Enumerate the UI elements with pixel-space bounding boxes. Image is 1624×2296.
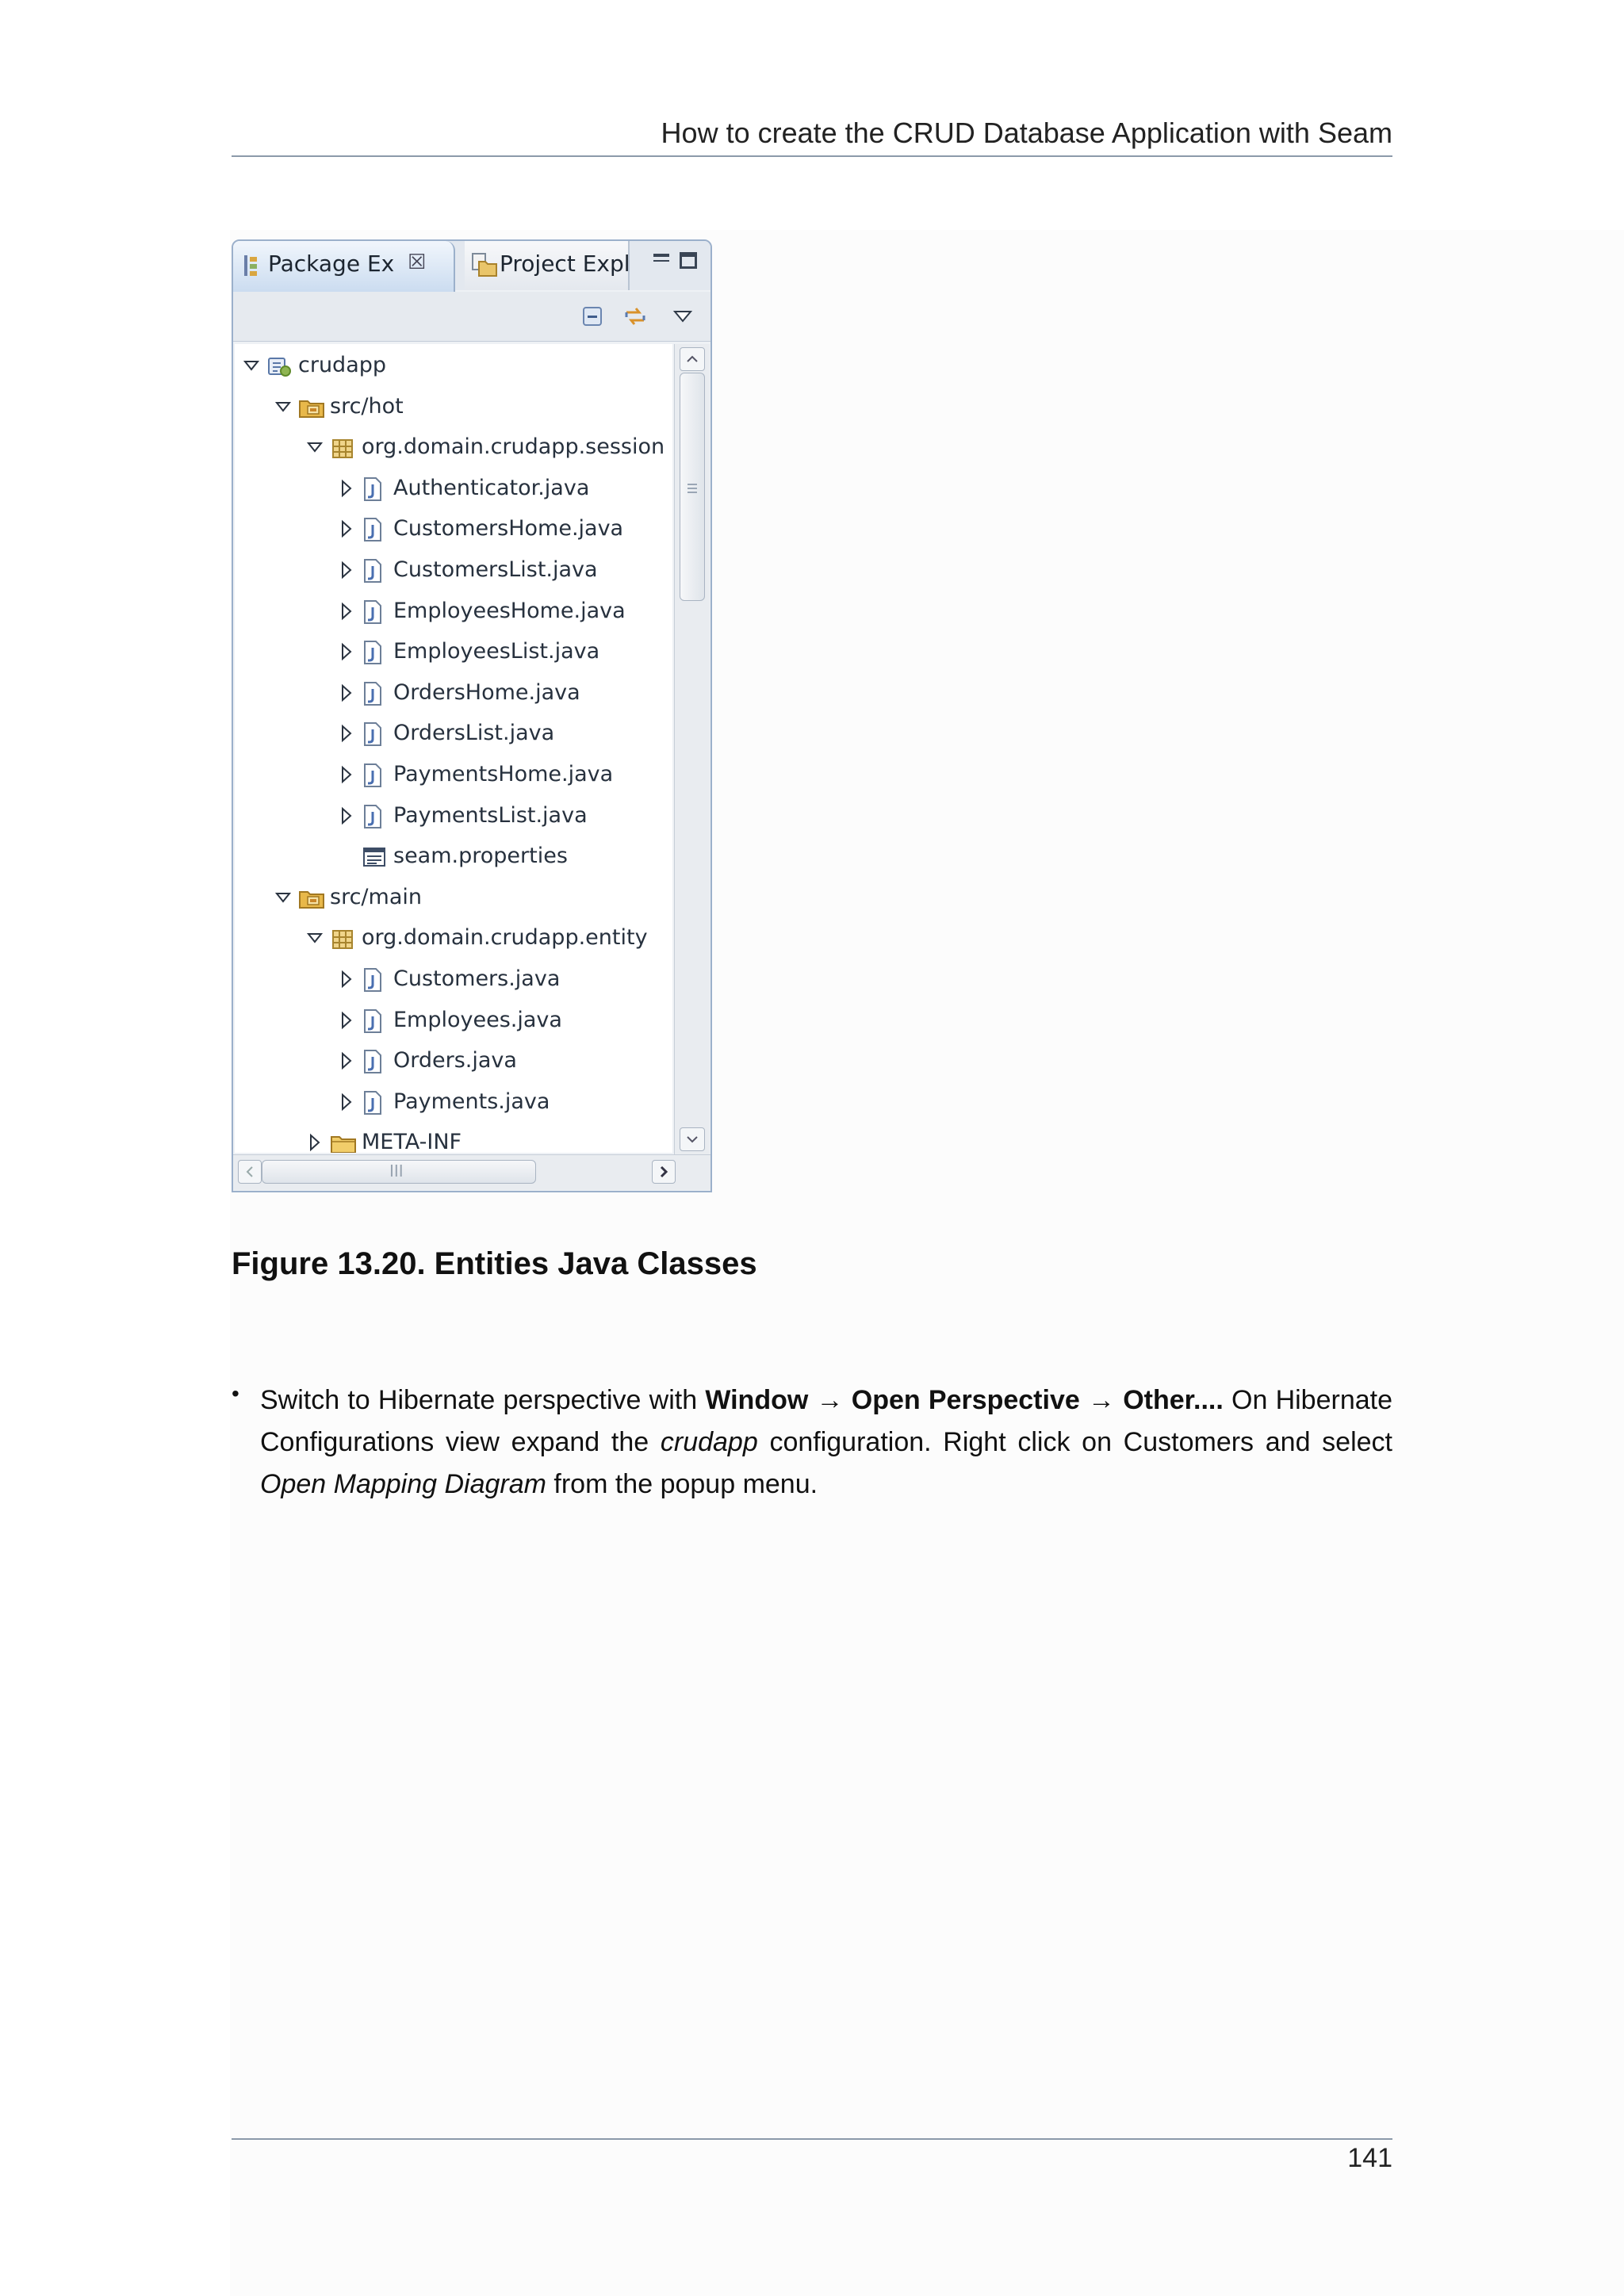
package-icon (330, 926, 355, 951)
scroll-thumb[interactable] (680, 373, 705, 601)
vertical-scrollbar[interactable] (674, 344, 710, 1154)
tree-item[interactable] (235, 1124, 672, 1153)
project-icon (266, 354, 292, 379)
tree-item[interactable] (235, 1043, 672, 1082)
tree-item[interactable] (235, 675, 672, 714)
tree-item-label: Customers.java (393, 966, 561, 991)
view-menu-icon[interactable] (669, 303, 696, 330)
collapsed-arrow-icon[interactable] (338, 683, 355, 703)
expanded-arrow-icon[interactable] (274, 887, 292, 908)
tree-item-label: CustomersHome.java (393, 516, 624, 541)
tree-item-label: EmployeesHome.java (393, 598, 626, 623)
package-tree (235, 344, 672, 1153)
tree-item-label: CustomersList.java (393, 557, 598, 582)
tree-item-label: crudapp (298, 353, 387, 377)
java-file-icon (362, 1049, 387, 1074)
java-file-icon (362, 1008, 387, 1034)
collapse-all-icon[interactable] (579, 303, 606, 330)
scroll-grip: III (389, 1161, 404, 1181)
horizontal-scrollbar[interactable] (233, 1154, 710, 1190)
tree-item-label: Orders.java (393, 1048, 517, 1073)
tree-item-label: Payments.java (393, 1089, 550, 1114)
java-file-icon (362, 804, 387, 829)
collapsed-arrow-icon[interactable] (338, 601, 355, 622)
tree-item[interactable] (235, 470, 672, 510)
menu-window: Window (705, 1385, 809, 1415)
tree-item[interactable] (235, 429, 672, 469)
java-file-icon (362, 967, 387, 993)
java-file-icon (362, 640, 387, 665)
menu-arrow: → (1079, 1385, 1124, 1415)
tree-item[interactable] (235, 879, 672, 919)
header-rule (232, 155, 1392, 157)
tree-item[interactable] (235, 715, 672, 755)
tree-item-label: seam.properties (393, 844, 568, 869)
tree-item[interactable] (235, 388, 672, 428)
page-number: 141 (1347, 2143, 1392, 2173)
tree-item[interactable] (235, 1002, 672, 1042)
package-explorer-panel (232, 239, 712, 1192)
tree-item-label: Employees.java (393, 1007, 562, 1032)
tab-package-explorer-label: Package Ex (268, 251, 395, 277)
scroll-up-icon[interactable] (680, 347, 705, 371)
properties-file-icon (362, 844, 387, 870)
maximize-icon[interactable] (680, 252, 697, 269)
tree-item-label: OrdersHome.java (393, 679, 580, 705)
tree-item[interactable] (235, 593, 672, 633)
view-toolbar (233, 292, 710, 342)
tree-item[interactable] (235, 838, 672, 878)
folder-icon (330, 1131, 355, 1153)
collapsed-arrow-icon[interactable] (338, 1092, 355, 1112)
tree-item-label: EmployeesList.java (393, 639, 600, 664)
source-folder-icon (298, 886, 324, 911)
text-run: Switch to Hibernate perspective with (260, 1385, 706, 1415)
collapsed-arrow-icon[interactable] (338, 478, 355, 499)
scroll-down-icon[interactable] (680, 1127, 705, 1151)
expanded-arrow-icon[interactable] (306, 437, 324, 457)
tree-item[interactable] (235, 511, 672, 550)
footer-rule (232, 2138, 1392, 2140)
package-explorer-icon (243, 254, 260, 281)
source-folder-icon (298, 395, 324, 420)
tree-item-label: org.domain.crudapp.session (362, 434, 665, 460)
tree-item-label: PaymentsHome.java (393, 762, 614, 786)
collapsed-arrow-icon[interactable] (338, 723, 355, 744)
scroll-left-icon[interactable] (238, 1160, 262, 1184)
config-name: crudapp (660, 1427, 758, 1457)
java-file-icon (362, 476, 387, 502)
package-icon (330, 435, 355, 461)
tab-package-explorer[interactable] (233, 241, 455, 292)
collapsed-arrow-icon[interactable] (338, 806, 355, 826)
collapsed-arrow-icon[interactable] (338, 560, 355, 580)
text-run: On Hibernate Configurations view expand the (260, 1385, 1392, 1457)
minimize-icon[interactable] (653, 254, 669, 262)
expanded-arrow-icon[interactable] (243, 355, 260, 376)
menu-open-mapping-diagram: Open Mapping Diagram (260, 1469, 546, 1499)
java-file-icon (362, 558, 387, 584)
tree-item-label: PaymentsList.java (393, 802, 588, 828)
expanded-arrow-icon[interactable] (274, 396, 292, 417)
collapsed-arrow-icon[interactable] (338, 519, 355, 539)
tree-item-label: src/main (330, 884, 422, 909)
tree-item-label: Authenticator.java (393, 475, 590, 500)
text-run: configuration. Right click on Customers and select (757, 1427, 1392, 1457)
tree-item-label: OrdersList.java (393, 721, 555, 746)
tree-item[interactable] (235, 633, 672, 673)
menu-arrow: → (808, 1385, 852, 1415)
bullet-paragraph (260, 1380, 1392, 1506)
java-file-icon (362, 517, 387, 542)
collapsed-arrow-icon[interactable] (306, 1132, 324, 1153)
tree-item[interactable] (235, 961, 672, 1001)
tab-project-explorer[interactable] (465, 241, 630, 290)
tree-item[interactable] (235, 798, 672, 837)
expanded-arrow-icon[interactable] (306, 928, 324, 948)
scroll-right-icon[interactable] (652, 1160, 676, 1184)
tree-item[interactable] (235, 1084, 672, 1123)
text-run: from the popup menu. (546, 1469, 818, 1499)
java-file-icon (362, 721, 387, 747)
horizontal-scroll-thumb[interactable] (262, 1160, 536, 1184)
bullet-marker: • (232, 1381, 239, 1406)
tree-item-label: META-INF (362, 1130, 462, 1153)
tree-item-label: src/hot (330, 393, 404, 419)
link-with-editor-icon[interactable] (622, 303, 649, 330)
project-explorer-icon (471, 252, 498, 281)
java-file-icon (362, 681, 387, 706)
collapsed-arrow-icon[interactable] (338, 969, 355, 989)
collapsed-arrow-icon[interactable] (338, 1010, 355, 1031)
menu-open-perspective: Open Perspective (851, 1385, 1080, 1415)
figure-caption: Figure 13.20. Entities Java Classes (232, 1246, 757, 1281)
collapsed-arrow-icon[interactable] (338, 641, 355, 662)
collapsed-arrow-icon[interactable] (338, 1050, 355, 1071)
tree-item[interactable] (235, 552, 672, 591)
close-icon[interactable]: ☒ (408, 251, 427, 274)
java-file-icon (362, 763, 387, 788)
tree-item-label: org.domain.crudapp.entity (362, 925, 648, 951)
tree-item[interactable] (235, 347, 672, 387)
tree-item[interactable] (235, 920, 672, 959)
tree-item[interactable] (235, 756, 672, 796)
running-header: How to create the CRUD Database Application with Seam (661, 117, 1392, 149)
menu-other: Other.... (1123, 1385, 1224, 1415)
java-file-icon (362, 1090, 387, 1115)
collapsed-arrow-icon[interactable] (338, 764, 355, 785)
java-file-icon (362, 599, 387, 625)
tab-project-explorer-label: Project Expl (500, 251, 630, 277)
